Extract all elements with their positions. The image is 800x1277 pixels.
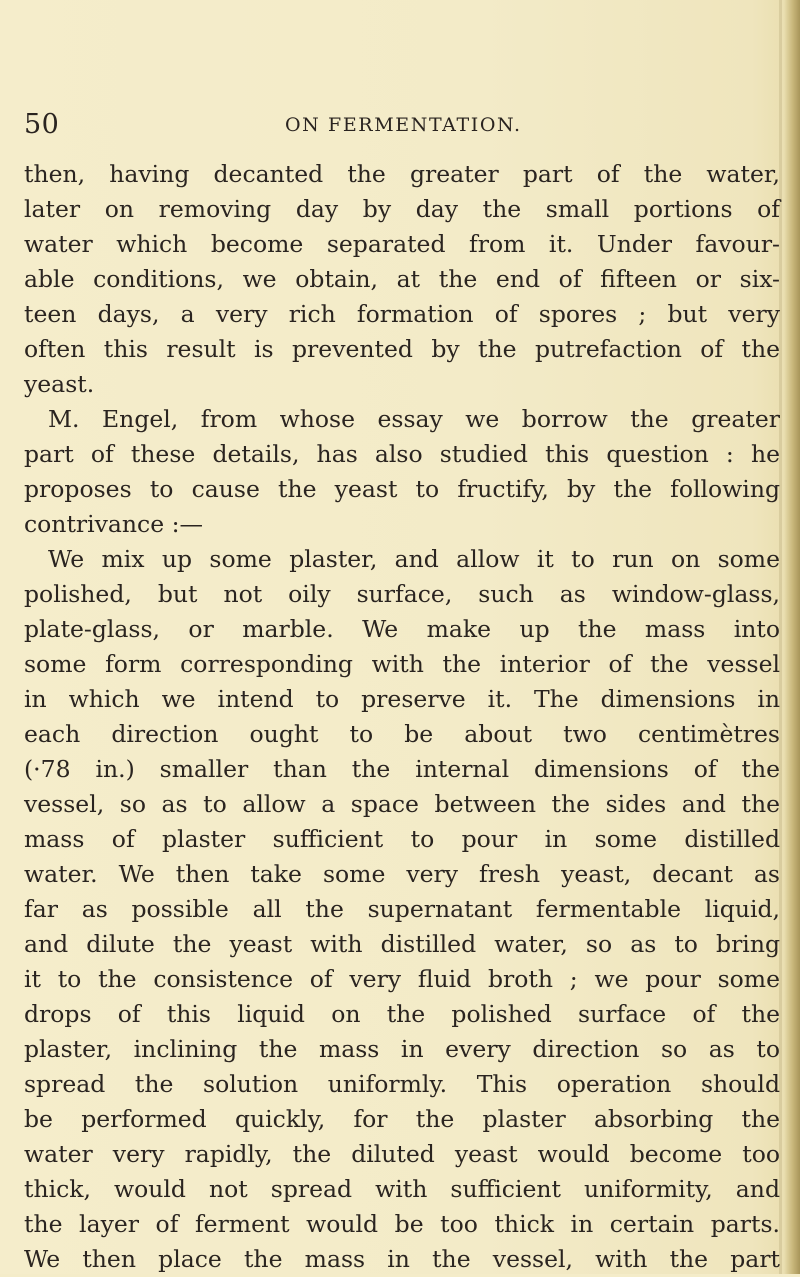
text-line: We mix up some plaster, and allow it to run on some bbox=[48, 545, 780, 573]
text-line: mass of plaster sufficient to pour in some distilled bbox=[24, 825, 780, 853]
text-line: proposes to cause the yeast to fructify, by the following bbox=[24, 475, 780, 503]
text-line: (·78 in.) smaller than the internal dimensions of the bbox=[24, 755, 780, 783]
text-line: each direction ought to be about two centimètres bbox=[24, 720, 780, 748]
text-line: in which we intend to preserve it. The dimensions in bbox=[24, 685, 780, 713]
text-line: yeast. bbox=[24, 370, 95, 398]
text-line: water very rapidly, the diluted yeast would become too bbox=[24, 1140, 780, 1168]
text-line: often this result is prevented by the putrefaction of the bbox=[24, 335, 780, 363]
page-number: 50 bbox=[24, 109, 60, 140]
body-text bbox=[24, 157, 780, 1277]
text-line: plate-glass, or marble. We make up the mass into bbox=[24, 615, 780, 643]
text-line: part of these details, has also studied this question : he bbox=[24, 440, 780, 468]
text-line: able conditions, we obtain, at the end of fifteen or six- bbox=[24, 265, 780, 293]
text-line: far as possible all the supernatant fermentable liquid, bbox=[24, 895, 780, 923]
text-line: then, having decanted the greater part of the water, bbox=[24, 160, 780, 188]
text-line: the layer of ferment would be too thick in certain parts. bbox=[24, 1210, 780, 1238]
text-line: it to the consistence of very fluid broth ; we pour some bbox=[24, 965, 780, 993]
text-line: thick, would not spread with sufficient uniformity, and bbox=[24, 1175, 780, 1203]
text-line: later on removing day by day the small portions of bbox=[24, 195, 780, 223]
text-line: teen days, a very rich formation of spores ; but very bbox=[24, 300, 780, 328]
text-line: be performed quickly, for the plaster absorbing the bbox=[24, 1105, 780, 1133]
text-line: water which become separated from it. Under favour- bbox=[24, 230, 780, 258]
running-head: ON FERMENTATION. bbox=[285, 114, 522, 136]
text-line: some form corresponding with the interior of the vessel bbox=[24, 650, 780, 678]
text-line: and dilute the yeast with distilled water, so as to bring bbox=[24, 930, 780, 958]
text-line: M. Engel, from whose essay we borrow the greater bbox=[48, 405, 780, 433]
text-line: vessel, so as to allow a space between the sides and the bbox=[24, 790, 780, 818]
text-line: water. We then take some very fresh yeast, decant as bbox=[24, 860, 780, 888]
text-line: plaster, inclining the mass in every direction so as to bbox=[24, 1035, 780, 1063]
text-line: contrivance :— bbox=[24, 510, 204, 538]
text-line: spread the solution uniformly. This operation should bbox=[24, 1070, 780, 1098]
text-line: polished, but not oily surface, such as window-glass, bbox=[24, 580, 780, 608]
page-binding-edge bbox=[784, 0, 800, 1274]
text-line: We then place the mass in the vessel, with the part bbox=[24, 1245, 780, 1273]
text-line: drops of this liquid on the polished surface of the bbox=[24, 1000, 780, 1028]
